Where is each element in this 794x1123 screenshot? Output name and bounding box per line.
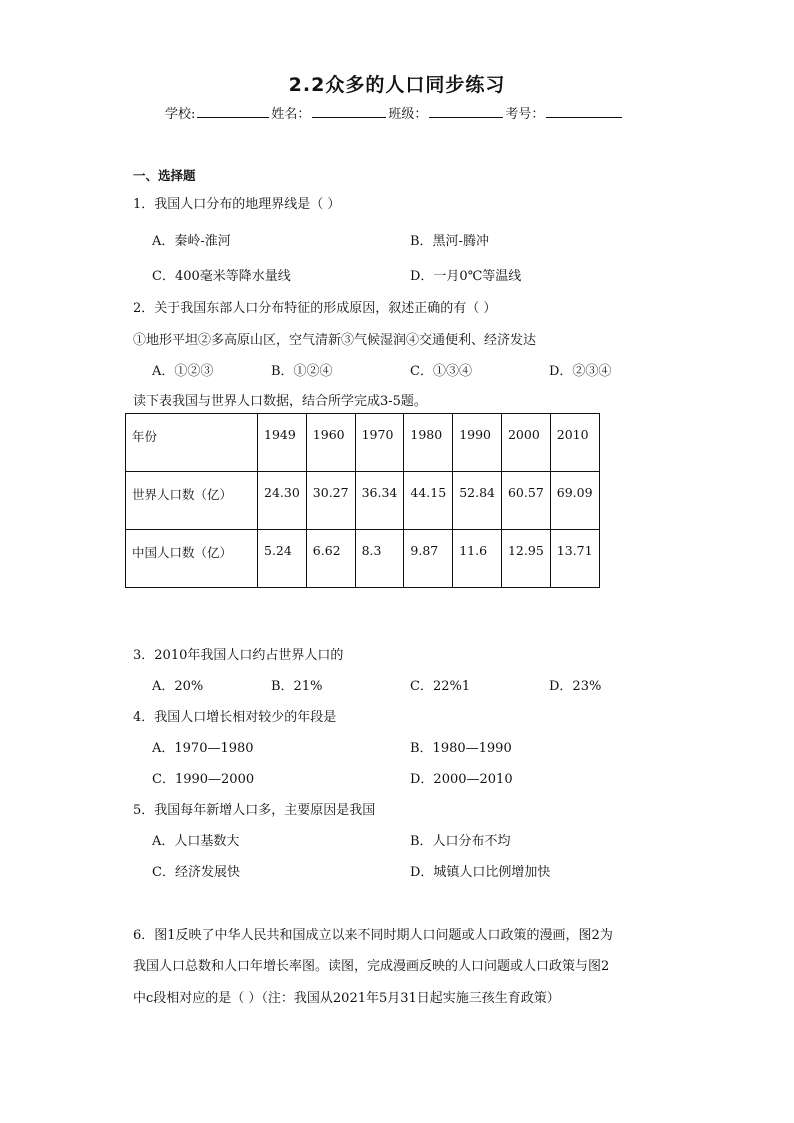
table-cell: 12.95 xyxy=(501,530,550,588)
q1-option-c[interactable]: C．400毫米等降水量线 xyxy=(152,269,291,284)
q1-option-d[interactable]: D．一月0℃等温线 xyxy=(410,269,522,284)
question-1-stem: 1．我国人口分布的地理界线是（ ） xyxy=(133,197,341,212)
q3-option-c[interactable]: C．22%1 xyxy=(410,679,471,694)
table-intro: 读下表我国与世界人口数据，结合所学完成3-5题。 xyxy=(133,394,427,409)
table-cell: 30.27 xyxy=(306,472,355,530)
table-cell: 2000 xyxy=(501,414,550,472)
school-label: 学校: xyxy=(165,107,196,122)
q1-option-a[interactable]: A．秦岭-淮河 xyxy=(152,234,231,249)
table-cell: 6.62 xyxy=(306,530,355,588)
table-cell: 1960 xyxy=(306,414,355,472)
table-cell: 2010 xyxy=(550,414,599,472)
population-table xyxy=(125,413,600,588)
class-field[interactable] xyxy=(429,103,503,118)
question-2-stem: 2．关于我国东部人口分布特征的形成原因，叙述正确的有（ ） xyxy=(133,301,497,316)
q3-option-a[interactable]: A．20% xyxy=(152,679,204,694)
q5-option-d[interactable]: D．城镇人口比例增加快 xyxy=(410,865,551,880)
table-cell: 44.15 xyxy=(404,472,453,530)
table-cell: 中国人口数（亿） xyxy=(126,530,258,588)
question-2-items: ①地形平坦②多高原山区，空气清新③气候湿润④交通便利、经济发达 xyxy=(133,333,537,348)
table-cell: 1949 xyxy=(258,414,307,472)
q2-option-b[interactable]: B．①②④ xyxy=(271,364,333,379)
table-cell: 69.09 xyxy=(550,472,599,530)
page-title: 2.2众多的人口同步练习 xyxy=(288,74,506,96)
number-label: 考号： xyxy=(505,107,545,122)
q4-option-a[interactable]: A．1970—1980 xyxy=(152,741,254,756)
question-6-line-2: 我国人口总数和人口年增长率图。读图，完成漫画反映的人口问题或人口政策与图2 xyxy=(133,959,610,974)
question-3-stem: 3．2010年我国人口约占世界人口的 xyxy=(133,648,344,663)
table-cell: 1970 xyxy=(355,414,404,472)
q4-option-c[interactable]: C．1990—2000 xyxy=(152,772,255,787)
table-cell: 世界人口数（亿） xyxy=(126,472,258,530)
table-cell: 年份 xyxy=(126,414,258,472)
table-row xyxy=(126,472,600,530)
q3-option-d[interactable]: D．23% xyxy=(549,679,602,694)
q5-option-c[interactable]: C．经济发展快 xyxy=(152,865,240,880)
table-cell: 24.30 xyxy=(258,472,307,530)
q4-option-d[interactable]: D．2000—2010 xyxy=(410,772,513,787)
q5-option-b[interactable]: B．人口分布不均 xyxy=(410,834,511,849)
name-label: 姓名： xyxy=(271,107,311,122)
q1-option-b[interactable]: B．黑河-腾冲 xyxy=(410,234,489,249)
table-cell: 5.24 xyxy=(258,530,307,588)
q2-option-a[interactable]: A．①②③ xyxy=(152,364,214,379)
q5-option-a[interactable]: A．人口基数大 xyxy=(152,834,240,849)
table-cell: 11.6 xyxy=(453,530,502,588)
q2-option-d[interactable]: D．②③④ xyxy=(549,364,612,379)
table-header-row xyxy=(126,414,600,472)
table-cell: 36.34 xyxy=(355,472,404,530)
q4-option-b[interactable]: B．1980—1990 xyxy=(410,741,512,756)
question-6-line-3: 中c段相对应的是（ ）（注：我国从2021年5月31日起实施三孩生育政策） xyxy=(133,991,560,1006)
student-info-row xyxy=(165,103,624,122)
school-field[interactable] xyxy=(197,103,269,118)
table-cell: 9.87 xyxy=(404,530,453,588)
question-4-stem: 4．我国人口增长相对较少的年段是 xyxy=(133,710,337,725)
question-6-line-1: 6．图1反映了中华人民共和国成立以来不同时期人口问题或人口政策的漫画，图2为 xyxy=(133,928,613,943)
table-cell: 1990 xyxy=(453,414,502,472)
table-cell: 8.3 xyxy=(355,530,404,588)
table-cell: 60.57 xyxy=(501,472,550,530)
q3-option-b[interactable]: B．21% xyxy=(271,679,323,694)
section-heading: 一、选择题 xyxy=(133,168,196,183)
table-cell: 13.71 xyxy=(550,530,599,588)
q2-option-c[interactable]: C．①③④ xyxy=(410,364,472,379)
name-field[interactable] xyxy=(312,103,386,118)
question-5-stem: 5．我国每年新增人口多，主要原因是我国 xyxy=(133,803,376,818)
table-cell: 52.84 xyxy=(453,472,502,530)
number-field[interactable] xyxy=(546,103,622,118)
table-row xyxy=(126,530,600,588)
table-cell: 1980 xyxy=(404,414,453,472)
class-label: 班级： xyxy=(388,107,428,122)
